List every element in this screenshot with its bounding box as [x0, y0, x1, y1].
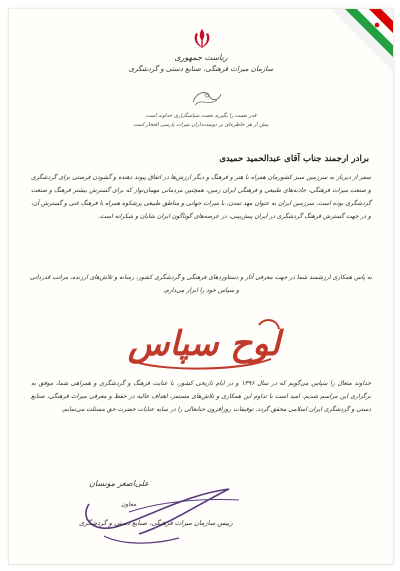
- honoree-name: برادر ارجمند جناب آقای عبدالحمید حمیدی: [219, 154, 369, 164]
- certificate-page: [8, 8, 394, 565]
- organization-subtitle: سازمان میراث فرهنگی، صنایع دستی و گردشگری: [128, 65, 274, 73]
- body-paragraph-2: به پاس همکاری ارزشمند شما در جهت معرفی آثار و دستاوردهای فرهنگی و گردشگری کشور، رسانه و تلاش‌های ارزنده، مراتب قدردانی و سپاس خود را ابراز می‌دارم.: [30, 274, 372, 294]
- signatory-role: رییس سازمان میراث فرهنگی، صنایع دستی و گردشگری: [79, 519, 233, 527]
- signatory-title: معاون: [121, 501, 137, 508]
- quote-line-1: قدر نعمت را بگیرید نعمت سپاسگزاری خداوند است: [145, 113, 257, 119]
- calligraphy-text: لوح سپاس: [127, 324, 281, 364]
- calligraphy-lowh-sepas: [109, 307, 299, 377]
- quote-line-2: بیش از هر خاطره‌ای بر دوست‌داران میراث پارسی افتخار است: [133, 122, 269, 128]
- body-paragraph-1: سفر از دیرباز به سرزمین سبز کشورمان همراه با هنر و فرهنگ و دیگر ارزش‌ها در اتفاق پیوند دهنده و گشودن فرصتی برای گردشگری و صنعت میراث فرهنگی، جاذبه‌های طبیعی و فرهنگی ایران زمین، همچنین مردمانی مهمان‌نواز که برای گسترش بیشتر فرهنگ و صنعت گردشگری بوده است. سرزمین ایران به عنوان مهد تمدن، با میراث جهانی و مناطق طبیعی پرشکوه همراه با فرهنگ غنی و گسترش آن، و در جهت گسترش فرهنگ گردشگری در ایران پیش‌بینی، در عرصه‌های گوناگون ایران شایان و شکرانه است.: [30, 174, 371, 220]
- signatory-name: علی‌اصغر مونسان: [89, 479, 150, 488]
- calligraphic-seal-icon: [187, 86, 227, 110]
- body-paragraph-3: خداوند متعال را سپاس می‌گویم که در سال ۱۳۹۶ و در ایام تاریخی کشور، با عنایت فرهنگ و گردشگری و همراهی شما، موفق به برگزاری این مراسم شدیم. امید است با تداوم این همکاری و تلاش‌های مستمر، اهداف عالیه در حفظ و معرفی میراث فرهنگی، صنایع دستی و گردشگری ایران اسلامی محقق گردد. توفیقات روزافزون جنابعالی را در سایه عنایات حضرت حق مسئلت می‌نمایم.: [31, 380, 371, 413]
- emblem-icon: [190, 27, 214, 51]
- organization-title: ریاست جمهوری: [174, 53, 228, 62]
